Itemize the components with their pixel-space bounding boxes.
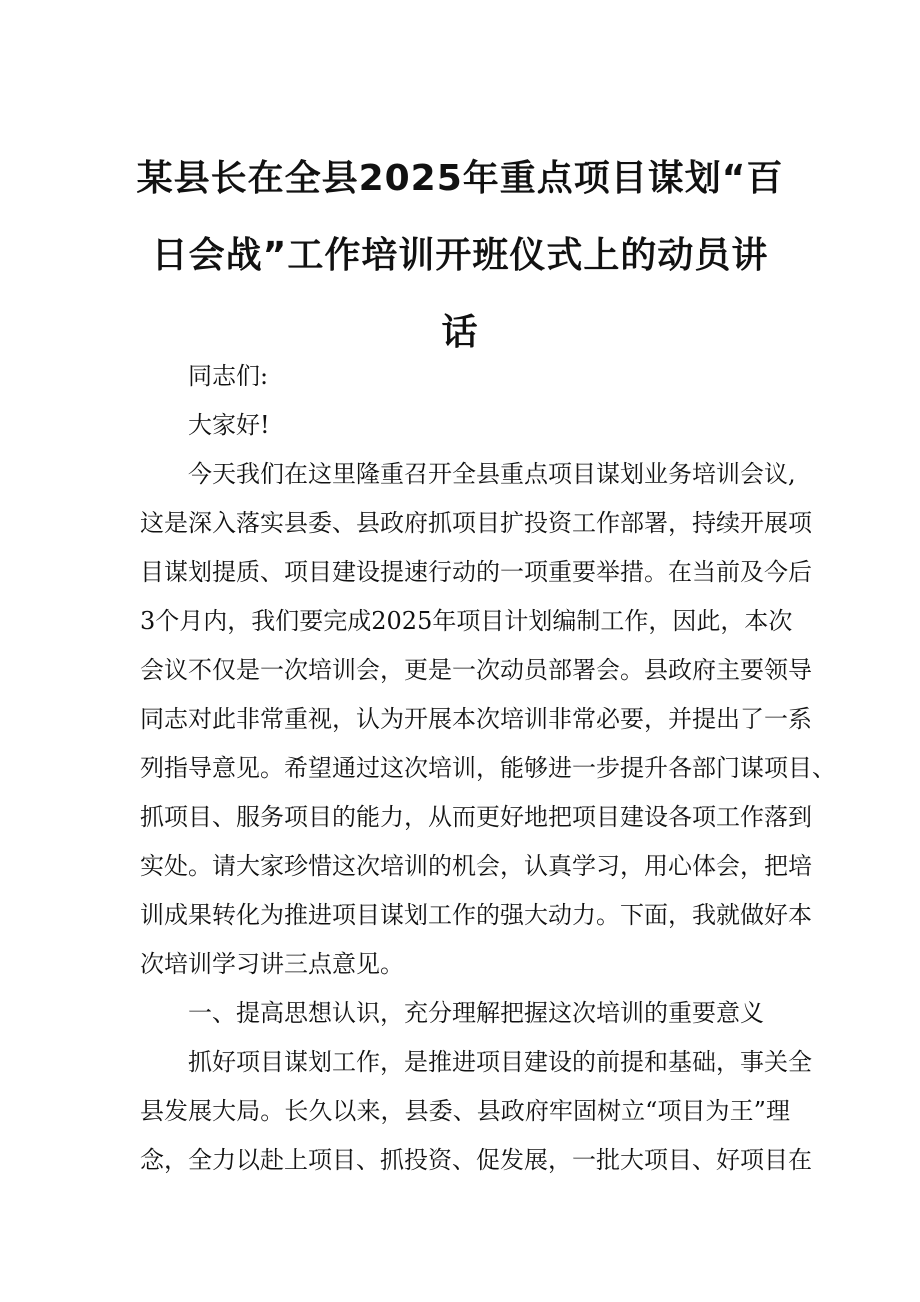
paragraph-line: 会议不仅是一次培训会，更是一次动员部署会。县政府主要领导	[140, 656, 812, 684]
section-heading: 一、提高思想认识，充分理解把握这次培训的重要意义	[188, 999, 764, 1027]
paragraph-line: 今天我们在这里隆重召开全县重点项目谋划业务培训会议,	[188, 460, 796, 488]
greeting: 大家好!	[188, 411, 270, 439]
paragraph-line: 实处。请大家珍惜这次培训的机会，认真学习，用心体会，把培	[140, 852, 812, 880]
title-line-2: 日会战”工作培训开班仪式上的动员讲	[151, 235, 769, 276]
paragraph-line: 训成果转化为推进项目谋划工作的强大动力。下面，我就做好本	[140, 901, 812, 929]
title-line-3: 话	[441, 312, 479, 353]
paragraph-line: 次培训学习讲三点意见。	[140, 950, 404, 978]
paragraph-line: 抓项目、服务项目的能力，从而更好地把项目建设各项工作落到	[140, 803, 812, 831]
salutation: 同志们:	[188, 362, 269, 390]
paragraph-line: 目谋划提质、项目建设提速行动的一项重要举措。在当前及今后	[140, 558, 812, 586]
paragraph-line: 3个月内，我们要完成2025年项目计划编制工作，因此，本次	[140, 607, 793, 635]
paragraph-line: 县发展大局。长久以来，县委、县政府牢固树立“项目为王”理	[140, 1097, 790, 1125]
paragraph-line: 念，全力以赴上项目、抓投资、促发展，一批大项目、好项目在	[140, 1146, 812, 1174]
document-title	[130, 140, 790, 371]
paragraph-line: 同志对此非常重视，认为开展本次培训非常必要，并提出了一系	[140, 705, 812, 733]
paragraph-line: 这是深入落实县委、县政府抓项目扩投资工作部署，持续开展项	[140, 509, 812, 537]
title-line-1: 某县长在全县2025年重点项目谋划“百	[136, 158, 784, 199]
speech-body	[140, 352, 836, 1185]
paragraph-line: 抓好项目谋划工作，是推进项目建设的前提和基础，事关全	[188, 1048, 812, 1076]
paragraph-line: 列指导意见。希望通过这次培训，能够进一步提升各部门谋项目、	[140, 754, 836, 782]
